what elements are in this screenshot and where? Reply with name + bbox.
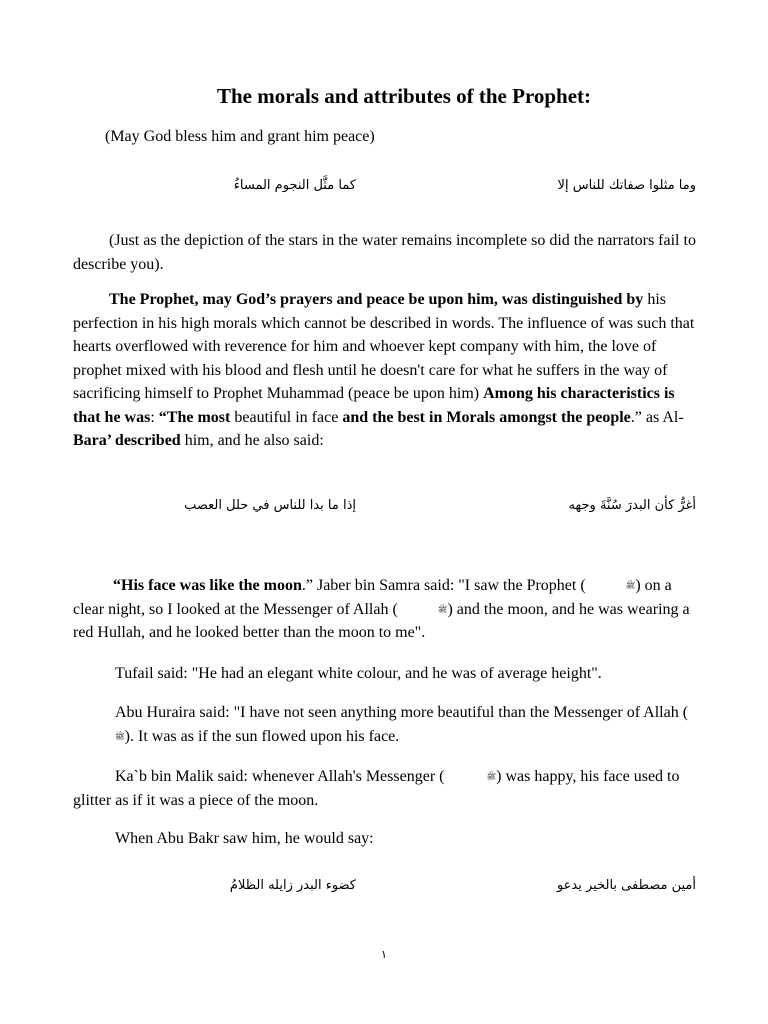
p3-plain-2: ) on a clear night, so I looked at the Messenger of Allah ( (73, 577, 672, 618)
p2-bold-start: The Prophet, may God’s prayers and peace be upon him, was distinguished by (109, 291, 644, 308)
subtitle: (May God bless him and grant him peace) (105, 128, 375, 145)
verse-3-first-hemistich: أمين مصطفى بالخير يدعو (556, 878, 696, 893)
pbuh-ligature-icon: ﷺ (486, 772, 497, 782)
p2-plain-c: .” as Al- (630, 408, 684, 426)
p2-plain-d: him, and he also said: (180, 432, 324, 449)
page-title: The morals and attributes of the Prophet: (216, 84, 592, 108)
verse-line-3 (150, 878, 696, 904)
p5-b: ). It was as if the sun flowed upon his face. (124, 727, 400, 745)
p2-mid: his perfection in his high morals which cannot be described in words. The influence of was such that hearts overflowed with reverence for him and whoever kept company with him, the love of prophet mixed with his blood and flesh until he doesn't care for what he suffers in the way of sacrificing himself to Prophet Muhammad (peace be upon him) (73, 291, 695, 402)
pbuh-ligature-icon: ﷺ (437, 604, 448, 614)
p6-a: Ka`b bin Malik said: whenever Allah's Messenger ( (115, 768, 445, 785)
p6-b: ) was happy, his face used to glitter as if it was a piece of the moon. (73, 768, 680, 809)
p2-bold-d: Bara’ described (73, 432, 181, 449)
verse-2-first-hemistich: أغرُّ كأن البدرَ سُنَّةَ وجهه (568, 498, 696, 513)
verse-line-1 (150, 178, 696, 204)
p2-bold-a: Among his characteristics is that he was (73, 385, 675, 426)
paragraph-4: Tufail said: "He had an elegant white colour, and he was of average height". (115, 665, 602, 682)
paragraph-2 (73, 288, 698, 453)
verse-2-second-hemistich: إذا ما بدا للناس في حلل العصب (184, 498, 356, 513)
paragraph-1: (Just as the depiction of the stars in the water remains incomplete so did the narrators fail to describe you). (73, 232, 696, 273)
verse-1-first-hemistich: وما مثلوا صفاتك للناس إلا (557, 178, 696, 193)
paragraph-7: When Abu Bakr saw him, he would say: (115, 830, 374, 847)
p3-plain-3: ) and the moon, and he was wearing a red Hullah, and he looked better than the moon to me". (73, 600, 690, 641)
paragraph-5 (73, 701, 698, 748)
pbuh-ligature-icon: ﷺ (115, 731, 125, 741)
verse-3-second-hemistich: كضوء البدر زايله الظلامُ (229, 878, 356, 893)
verse-line-2 (150, 498, 696, 524)
p2-colon: : (150, 408, 159, 426)
paragraph-3 (73, 574, 698, 645)
p5-a: Abu Huraira said: "I have not seen anything more beautiful than the Messenger of Allah ( (115, 704, 689, 721)
p2-plain-b: beautiful in face (230, 408, 339, 426)
p2-bold-c: and the best in Morals amongst the people (338, 408, 631, 426)
p3-plain-1: .” Jaber bin Samra said: "I saw the Prophet ( (301, 577, 586, 594)
verse-1-second-hemistich: كما مثَّل النجوم المساءُ (233, 178, 356, 193)
page-number: ١ (381, 948, 387, 961)
paragraph-6 (73, 765, 698, 812)
p2-bold-b: “The most (158, 408, 231, 426)
pbuh-ligature-icon: ﷺ (625, 581, 636, 591)
p3-bold: “His face was like the moon (113, 577, 302, 594)
